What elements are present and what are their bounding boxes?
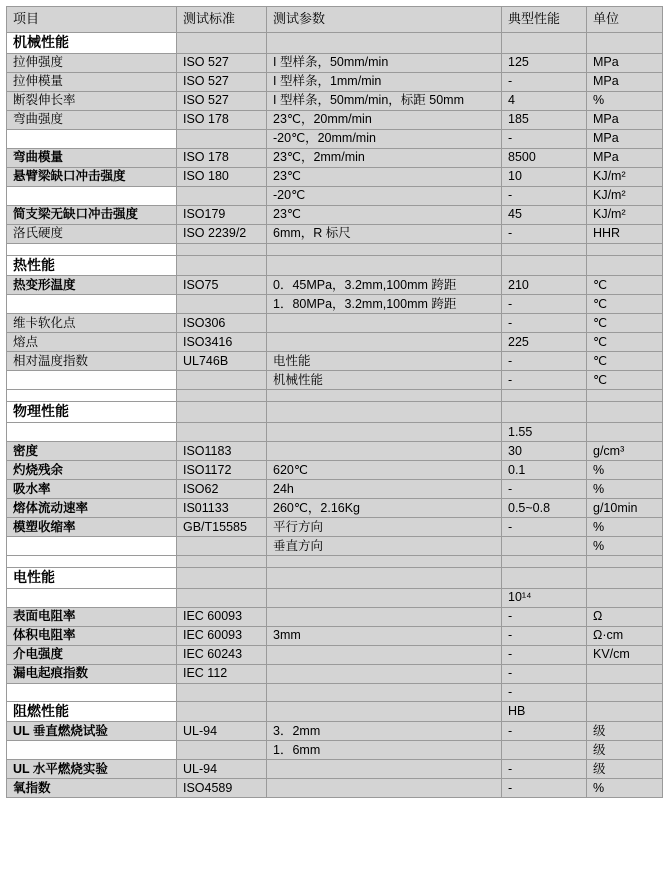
cell-unit: MPa <box>587 72 663 91</box>
cell-std: ISO75 <box>177 276 267 295</box>
cell-std: ISO1172 <box>177 461 267 480</box>
cell-param <box>267 760 502 779</box>
cell-std <box>177 33 267 54</box>
column-header-perf: 典型性能 <box>502 7 587 33</box>
cell-param: 机械性能 <box>267 371 502 390</box>
cell-perf: - <box>502 224 587 243</box>
cell-param: 电性能 <box>267 352 502 371</box>
cell-param: 23℃，20mm/min <box>267 110 502 129</box>
cell-unit: KJ/m² <box>587 186 663 205</box>
cell-std: ISO3416 <box>177 333 267 352</box>
table-row <box>7 167 663 186</box>
cell-std: ISO179 <box>177 205 267 224</box>
cell-unit: % <box>587 461 663 480</box>
cell-unit: g/10min <box>587 499 663 518</box>
row-label: 氧指数 <box>7 779 177 798</box>
section-heading: 热性能 <box>7 255 177 276</box>
row-label: 体积电阻率 <box>7 626 177 645</box>
cell-std: UL-94 <box>177 722 267 741</box>
table-row <box>7 607 663 626</box>
table-row <box>7 741 663 760</box>
cell-unit: HHR <box>587 224 663 243</box>
cell-param: 0．45MPa，3.2mm,100mm 跨距 <box>267 276 502 295</box>
cell-std: IEC 112 <box>177 664 267 683</box>
cell-perf <box>502 568 587 589</box>
cell-perf: HB <box>502 701 587 722</box>
section-heading: 阻燃性能 <box>7 701 177 722</box>
row-label: 密度 <box>7 442 177 461</box>
cell-unit: MPa <box>587 148 663 167</box>
cell-unit: KJ/m² <box>587 167 663 186</box>
table-row <box>7 91 663 110</box>
cell-param: 620℃ <box>267 461 502 480</box>
table-row <box>7 333 663 352</box>
cell-unit <box>587 402 663 423</box>
cell-perf: 0.5~0.8 <box>502 499 587 518</box>
cell-unit <box>587 664 663 683</box>
cell-std: GB/T15585 <box>177 518 267 537</box>
table-row <box>7 53 663 72</box>
cell-param: 23℃ <box>267 205 502 224</box>
row-label: 弯曲强度 <box>7 110 177 129</box>
cell-unit <box>587 556 663 568</box>
row-label: 灼烧残余 <box>7 461 177 480</box>
cell-param <box>267 645 502 664</box>
cell-param <box>267 664 502 683</box>
cell-unit <box>587 701 663 722</box>
cell-param <box>267 588 502 607</box>
table-row <box>7 72 663 91</box>
row-label: 模塑收缩率 <box>7 518 177 537</box>
cell-std <box>177 243 267 255</box>
table-row <box>7 371 663 390</box>
cell-std <box>177 556 267 568</box>
cell-unit: g/cm³ <box>587 442 663 461</box>
cell-std <box>177 568 267 589</box>
cell-param: 24h <box>267 480 502 499</box>
cell-unit <box>587 243 663 255</box>
cell-perf: - <box>502 352 587 371</box>
row-label <box>7 683 177 701</box>
cell-perf <box>502 556 587 568</box>
cell-perf: 125 <box>502 53 587 72</box>
cell-perf: - <box>502 760 587 779</box>
section-heading: 电性能 <box>7 568 177 589</box>
row-label: 吸水率 <box>7 480 177 499</box>
table-row <box>7 701 663 722</box>
cell-perf: 10¹⁴ <box>502 588 587 607</box>
cell-param <box>267 333 502 352</box>
cell-std: ISO 527 <box>177 53 267 72</box>
cell-param <box>267 683 502 701</box>
table-body <box>7 7 663 798</box>
cell-param <box>267 243 502 255</box>
cell-std: UL-94 <box>177 760 267 779</box>
row-label <box>7 243 177 255</box>
table-row <box>7 518 663 537</box>
cell-perf: 225 <box>502 333 587 352</box>
cell-std <box>177 741 267 760</box>
row-label <box>7 371 177 390</box>
cell-perf: - <box>502 683 587 701</box>
cell-unit: ℃ <box>587 276 663 295</box>
cell-param: I 型样条，1mm/min <box>267 72 502 91</box>
cell-unit: % <box>587 91 663 110</box>
cell-param <box>267 779 502 798</box>
cell-unit: ℃ <box>587 295 663 314</box>
cell-std: IS01133 <box>177 499 267 518</box>
cell-param <box>267 402 502 423</box>
cell-std: IEC 60243 <box>177 645 267 664</box>
cell-perf: - <box>502 480 587 499</box>
table-row <box>7 568 663 589</box>
cell-std: ISO 527 <box>177 72 267 91</box>
row-label: 拉伸模量 <box>7 72 177 91</box>
cell-perf: - <box>502 626 587 645</box>
row-label <box>7 129 177 148</box>
cell-std: UL746B <box>177 352 267 371</box>
table-row <box>7 480 663 499</box>
cell-unit: ℃ <box>587 371 663 390</box>
cell-unit: % <box>587 480 663 499</box>
column-header-param: 测试参数 <box>267 7 502 33</box>
cell-unit: ℃ <box>587 314 663 333</box>
cell-std: ISO 178 <box>177 148 267 167</box>
cell-param: 1．80MPa，3.2mm,100mm 跨距 <box>267 295 502 314</box>
cell-perf: - <box>502 314 587 333</box>
cell-perf: 10 <box>502 167 587 186</box>
table-row <box>7 33 663 54</box>
table-row <box>7 276 663 295</box>
cell-unit <box>587 423 663 442</box>
cell-std: ISO 180 <box>177 167 267 186</box>
cell-std: ISO 178 <box>177 110 267 129</box>
cell-std <box>177 129 267 148</box>
cell-param: 23℃ <box>267 167 502 186</box>
cell-std: ISO 527 <box>177 91 267 110</box>
specification-table <box>6 6 663 798</box>
cell-unit <box>587 588 663 607</box>
cell-param <box>267 568 502 589</box>
cell-param <box>267 33 502 54</box>
table-row <box>7 390 663 402</box>
cell-perf: - <box>502 129 587 148</box>
cell-param: -20℃，20mm/min <box>267 129 502 148</box>
table-header-row <box>7 7 663 33</box>
table-row <box>7 683 663 701</box>
table-row <box>7 224 663 243</box>
cell-unit: MPa <box>587 129 663 148</box>
table-row <box>7 760 663 779</box>
cell-unit: KJ/m² <box>587 205 663 224</box>
cell-unit: Ω·cm <box>587 626 663 645</box>
cell-unit: ℃ <box>587 352 663 371</box>
cell-perf <box>502 255 587 276</box>
cell-perf: 210 <box>502 276 587 295</box>
cell-param: 平行方向 <box>267 518 502 537</box>
cell-unit <box>587 33 663 54</box>
cell-std <box>177 186 267 205</box>
cell-param: 6mm，R 标尺 <box>267 224 502 243</box>
cell-perf: - <box>502 664 587 683</box>
cell-perf: - <box>502 371 587 390</box>
cell-unit: 级 <box>587 760 663 779</box>
cell-param <box>267 390 502 402</box>
cell-std <box>177 701 267 722</box>
cell-perf: - <box>502 645 587 664</box>
cell-std: IEC 60093 <box>177 607 267 626</box>
cell-std: ISO 2239/2 <box>177 224 267 243</box>
row-label: 表面电阻率 <box>7 607 177 626</box>
cell-std <box>177 683 267 701</box>
column-header-unit: 单位 <box>587 7 663 33</box>
column-header-item: 项目 <box>7 7 177 33</box>
table-row <box>7 352 663 371</box>
cell-perf: - <box>502 518 587 537</box>
cell-std <box>177 371 267 390</box>
table-row <box>7 442 663 461</box>
cell-perf: 8500 <box>502 148 587 167</box>
row-label: 弯曲模量 <box>7 148 177 167</box>
table-row <box>7 537 663 556</box>
cell-param <box>267 255 502 276</box>
row-label: 熔体流动速率 <box>7 499 177 518</box>
column-header-std: 测试标准 <box>177 7 267 33</box>
table-row <box>7 461 663 480</box>
section-heading: 机械性能 <box>7 33 177 54</box>
cell-std <box>177 295 267 314</box>
cell-unit: KV/cm <box>587 645 663 664</box>
row-label: 悬臂梁缺口冲击强度 <box>7 167 177 186</box>
cell-param: 3mm <box>267 626 502 645</box>
row-label: 热变形温度 <box>7 276 177 295</box>
row-label <box>7 537 177 556</box>
table-row <box>7 295 663 314</box>
row-label: 简支梁无缺口冲击强度 <box>7 205 177 224</box>
cell-std <box>177 255 267 276</box>
cell-perf <box>502 33 587 54</box>
cell-perf: 1.55 <box>502 423 587 442</box>
table-row <box>7 205 663 224</box>
cell-perf: 185 <box>502 110 587 129</box>
cell-unit: % <box>587 518 663 537</box>
row-label <box>7 186 177 205</box>
row-label: UL 水平燃烧实验 <box>7 760 177 779</box>
row-label: 介电强度 <box>7 645 177 664</box>
table-row <box>7 645 663 664</box>
cell-perf: 4 <box>502 91 587 110</box>
cell-param: 260℃，2.16Kg <box>267 499 502 518</box>
cell-unit: ℃ <box>587 333 663 352</box>
table-row <box>7 588 663 607</box>
cell-std <box>177 402 267 423</box>
row-label: 洛氏硬度 <box>7 224 177 243</box>
cell-unit: 级 <box>587 722 663 741</box>
cell-std <box>177 588 267 607</box>
cell-perf: - <box>502 722 587 741</box>
cell-std: IEC 60093 <box>177 626 267 645</box>
row-label <box>7 556 177 568</box>
cell-unit <box>587 255 663 276</box>
row-label <box>7 588 177 607</box>
table-row <box>7 255 663 276</box>
cell-unit <box>587 683 663 701</box>
table-row <box>7 722 663 741</box>
cell-param <box>267 423 502 442</box>
row-label <box>7 741 177 760</box>
table-row <box>7 314 663 333</box>
cell-perf: - <box>502 295 587 314</box>
cell-std: ISO1183 <box>177 442 267 461</box>
cell-std: ISO306 <box>177 314 267 333</box>
table-row <box>7 499 663 518</box>
cell-param: -20℃ <box>267 186 502 205</box>
cell-param: I 型样条，50mm/min <box>267 53 502 72</box>
table-row <box>7 402 663 423</box>
row-label <box>7 295 177 314</box>
cell-perf: 0.1 <box>502 461 587 480</box>
cell-std <box>177 537 267 556</box>
cell-perf: - <box>502 186 587 205</box>
cell-perf <box>502 741 587 760</box>
row-label: UL 垂直燃烧试验 <box>7 722 177 741</box>
table-row <box>7 626 663 645</box>
table-row <box>7 556 663 568</box>
cell-perf: 45 <box>502 205 587 224</box>
row-label: 维卡软化点 <box>7 314 177 333</box>
cell-param: 垂直方向 <box>267 537 502 556</box>
section-heading: 物理性能 <box>7 402 177 423</box>
cell-perf: - <box>502 779 587 798</box>
table-row <box>7 243 663 255</box>
cell-unit: % <box>587 537 663 556</box>
row-label: 熔点 <box>7 333 177 352</box>
cell-param: 3．2mm <box>267 722 502 741</box>
cell-param <box>267 314 502 333</box>
cell-param <box>267 701 502 722</box>
row-label: 拉伸强度 <box>7 53 177 72</box>
table-row <box>7 664 663 683</box>
table-row <box>7 129 663 148</box>
cell-std: ISO62 <box>177 480 267 499</box>
cell-perf <box>502 537 587 556</box>
cell-std: ISO4589 <box>177 779 267 798</box>
table-row <box>7 423 663 442</box>
row-label <box>7 423 177 442</box>
cell-perf: 30 <box>502 442 587 461</box>
cell-param: I 型样条，50mm/min，标距 50mm <box>267 91 502 110</box>
cell-perf <box>502 402 587 423</box>
cell-perf <box>502 390 587 402</box>
cell-unit: MPa <box>587 53 663 72</box>
cell-perf <box>502 243 587 255</box>
cell-param <box>267 607 502 626</box>
cell-unit: MPa <box>587 110 663 129</box>
table-row <box>7 110 663 129</box>
cell-unit <box>587 568 663 589</box>
cell-unit: % <box>587 779 663 798</box>
row-label <box>7 390 177 402</box>
table-row <box>7 186 663 205</box>
cell-perf: - <box>502 607 587 626</box>
row-label: 漏电起痕指数 <box>7 664 177 683</box>
cell-perf: - <box>502 72 587 91</box>
cell-unit: 级 <box>587 741 663 760</box>
cell-unit <box>587 390 663 402</box>
cell-param <box>267 556 502 568</box>
row-label: 相对温度指数 <box>7 352 177 371</box>
cell-param: 23℃，2mm/min <box>267 148 502 167</box>
table-row <box>7 779 663 798</box>
cell-std <box>177 423 267 442</box>
cell-param: 1．6mm <box>267 741 502 760</box>
row-label: 断裂伸长率 <box>7 91 177 110</box>
cell-param <box>267 442 502 461</box>
cell-std <box>177 390 267 402</box>
cell-unit: Ω <box>587 607 663 626</box>
table-row <box>7 148 663 167</box>
